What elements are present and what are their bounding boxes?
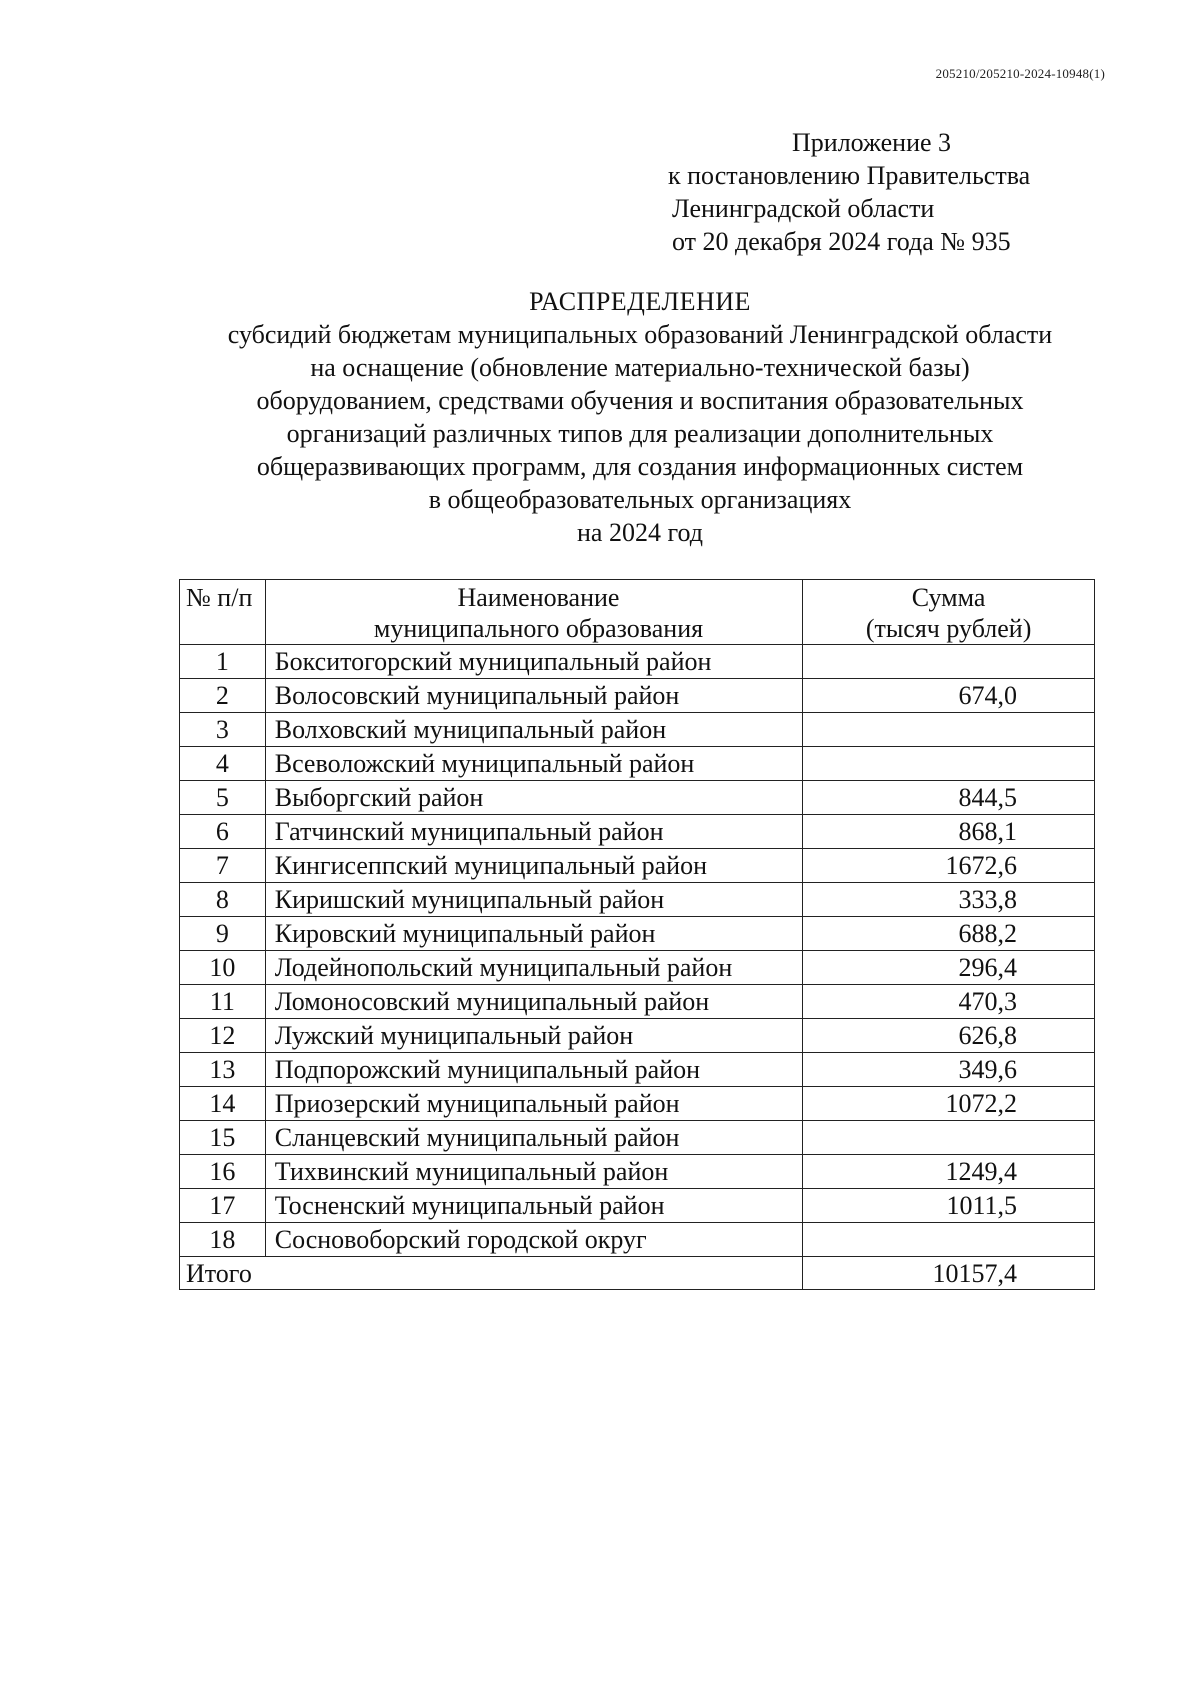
table-row: [180, 917, 1095, 951]
row-num: 8: [180, 883, 266, 917]
row-num: 17: [180, 1189, 266, 1223]
total-label: Итого: [180, 1257, 803, 1290]
table-row: [180, 951, 1095, 985]
title-heading: РАСПРЕДЕЛЕНИЕ: [529, 287, 751, 316]
table-row: [180, 883, 1095, 917]
row-name: Тосненский муниципальный район: [265, 1189, 802, 1223]
table-row: [180, 679, 1095, 713]
row-name: Кингисеппский муниципальный район: [265, 849, 802, 883]
row-sum: 844,5: [803, 781, 1095, 815]
row-num: 10: [180, 951, 266, 985]
row-name: Ломоносовский муниципальный район: [265, 985, 802, 1019]
row-name: Кировский муниципальный район: [265, 917, 802, 951]
table-row: [180, 1189, 1095, 1223]
table-row: [180, 781, 1095, 815]
distribution-table: [179, 579, 1095, 1290]
row-sum: 1011,5: [803, 1189, 1095, 1223]
row-num: 2: [180, 679, 266, 713]
document-id: 205210/205210-2024-10948(1): [935, 66, 1105, 81]
table-row: [180, 713, 1095, 747]
row-name: Волосовский муниципальный район: [265, 679, 802, 713]
row-sum: [803, 713, 1095, 747]
row-sum: [803, 645, 1095, 679]
row-name: Сланцевский муниципальный район: [265, 1121, 802, 1155]
title-line: субсидий бюджетам муниципальных образований Ленинградской области: [227, 320, 1053, 349]
row-sum: 296,4: [803, 951, 1095, 985]
table-row: [180, 1223, 1095, 1257]
row-sum: [803, 1223, 1095, 1257]
table-row: [180, 1019, 1095, 1053]
row-num: 3: [180, 713, 266, 747]
appendix-number: Приложение 3: [792, 128, 952, 157]
appendix-reference: к постановлению Правительства: [668, 161, 1031, 190]
row-num: 14: [180, 1087, 266, 1121]
table-row: [180, 1121, 1095, 1155]
row-name: Лодейнопольский муниципальный район: [265, 951, 802, 985]
row-num: 12: [180, 1019, 266, 1053]
table-total-row: [180, 1257, 1095, 1290]
title-line: в общеобразовательных организациях: [428, 485, 852, 514]
row-sum: [803, 747, 1095, 781]
header-name: [265, 580, 802, 645]
title-line: организаций различных типов для реализации дополнительных: [286, 419, 994, 448]
row-num: 13: [180, 1053, 266, 1087]
row-name: Бокситогорский муниципальный район: [265, 645, 802, 679]
appendix-block: [668, 126, 1030, 258]
table-row: [180, 645, 1095, 679]
row-num: 16: [180, 1155, 266, 1189]
table-row: [180, 985, 1095, 1019]
row-sum: 626,8: [803, 1019, 1095, 1053]
row-name: Киришский муниципальный район: [265, 883, 802, 917]
appendix-date: от 20 декабря 2024 года № 935: [672, 227, 1011, 256]
table-row: [180, 849, 1095, 883]
row-name: Тихвинский муниципальный район: [265, 1155, 802, 1189]
table-row: [180, 815, 1095, 849]
row-sum: 1249,4: [803, 1155, 1095, 1189]
row-name: Всеволожский муниципальный район: [265, 747, 802, 781]
row-num: 7: [180, 849, 266, 883]
table-row: [180, 747, 1095, 781]
header-sum-line: (тысяч рублей): [865, 614, 1032, 643]
table-header-row: [180, 580, 1095, 645]
title-line: оборудованием, средствами обучения и воспитания образовательных: [256, 386, 1024, 415]
row-name: Гатчинский муниципальный район: [265, 815, 802, 849]
document-title: [120, 285, 1160, 549]
total-sum: 10157,4: [803, 1257, 1095, 1290]
row-sum: 674,0: [803, 679, 1095, 713]
row-sum: 688,2: [803, 917, 1095, 951]
row-num: 11: [180, 985, 266, 1019]
row-num: 1: [180, 645, 266, 679]
row-num: 15: [180, 1121, 266, 1155]
table-row: [180, 1087, 1095, 1121]
title-line: на 2024 год: [577, 518, 703, 547]
row-name: Лужский муниципальный район: [265, 1019, 802, 1053]
row-sum: 333,8: [803, 883, 1095, 917]
header-name-line: муниципального образования: [373, 614, 704, 643]
header-sum-line: Сумма: [911, 583, 986, 612]
row-name: Выборгский район: [265, 781, 802, 815]
appendix-region: Ленинградской области: [672, 194, 935, 223]
row-name: Сосновоборский городской округ: [265, 1223, 802, 1257]
row-sum: 470,3: [803, 985, 1095, 1019]
row-name: Подпорожский муниципальный район: [265, 1053, 802, 1087]
row-num: 4: [180, 747, 266, 781]
table-row: [180, 1053, 1095, 1087]
title-line: на оснащение (обновление материально-технической базы): [310, 353, 970, 382]
header-num: № п/п: [180, 580, 266, 645]
row-num: 9: [180, 917, 266, 951]
row-num: 6: [180, 815, 266, 849]
title-line: общеразвивающих программ, для создания информационных систем: [256, 452, 1024, 481]
row-sum: 1072,2: [803, 1087, 1095, 1121]
row-name: Приозерский муниципальный район: [265, 1087, 802, 1121]
row-sum: 1672,6: [803, 849, 1095, 883]
header-name-line: Наименование: [457, 583, 620, 612]
row-num: 5: [180, 781, 266, 815]
table-row: [180, 1155, 1095, 1189]
row-sum: [803, 1121, 1095, 1155]
row-sum: 868,1: [803, 815, 1095, 849]
row-num: 18: [180, 1223, 266, 1257]
header-sum: [803, 580, 1095, 645]
row-sum: 349,6: [803, 1053, 1095, 1087]
row-name: Волховский муниципальный район: [265, 713, 802, 747]
